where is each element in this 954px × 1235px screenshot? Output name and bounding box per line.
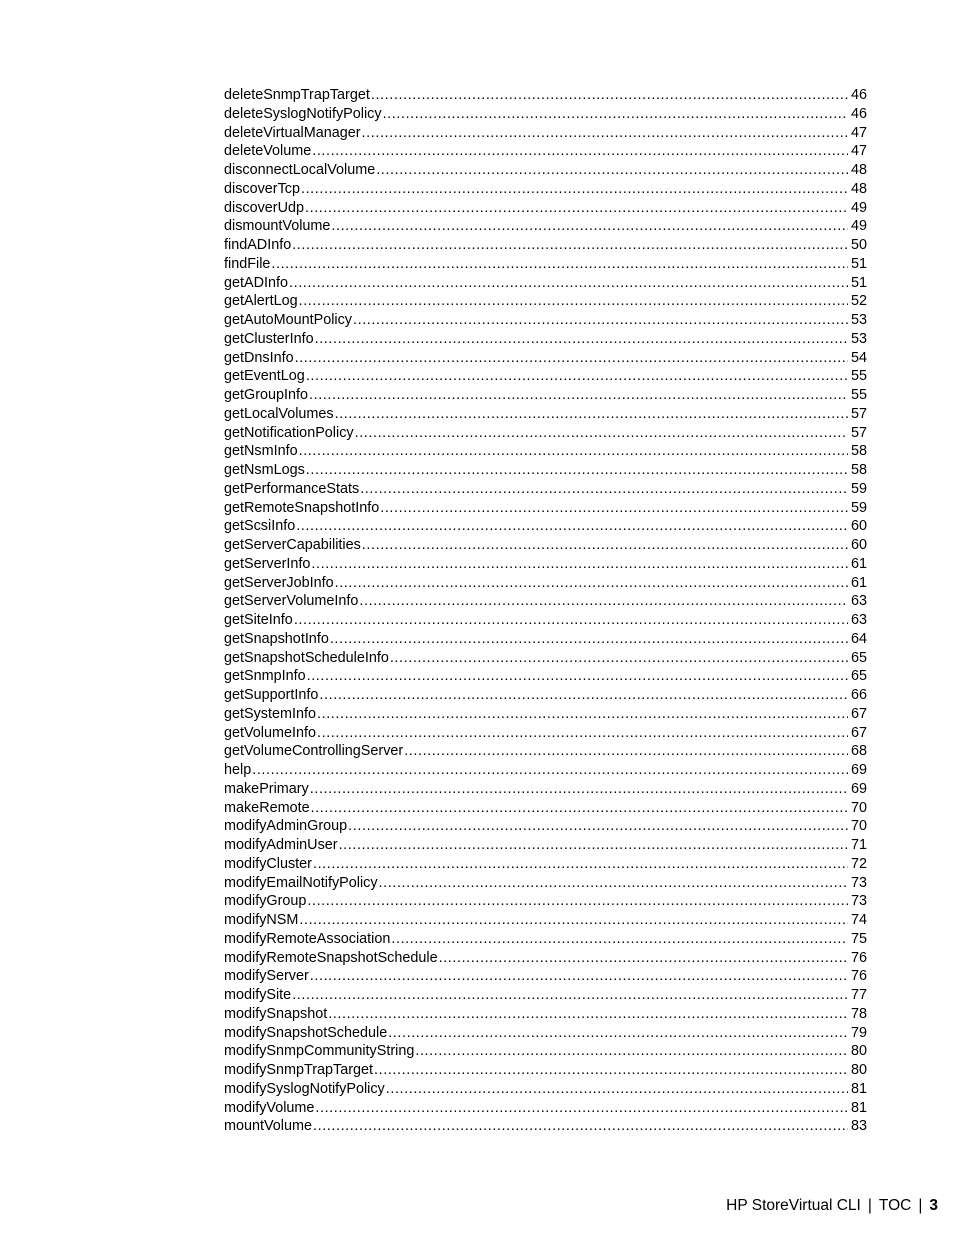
toc-leader-dots (317, 724, 848, 743)
toc-entry-title: modifySnmpCommunityString (224, 1043, 415, 1060)
toc-entry-title: help (224, 762, 252, 778)
toc-entry-title: modifyRemoteSnapshotSchedule (224, 949, 438, 966)
toc-entry[interactable] (224, 555, 867, 574)
toc-entry-page: 69 (850, 780, 867, 797)
toc-entry-page: 83 (850, 1118, 867, 1135)
toc-entry[interactable] (224, 424, 867, 443)
toc-leader-dots (310, 780, 848, 799)
toc-leader-dots (313, 855, 848, 874)
toc-leader-dots (301, 180, 848, 199)
toc-entry-page: 65 (850, 668, 867, 685)
toc-entry[interactable] (224, 199, 867, 218)
toc-entry-page: 59 (850, 480, 867, 497)
toc-entry-title: modifyCluster (224, 855, 312, 872)
toc-entry[interactable] (224, 1042, 867, 1061)
toc-entry-page: 77 (850, 987, 867, 1003)
footer-separator: | (867, 1197, 872, 1214)
toc-entry[interactable] (224, 124, 867, 143)
toc-entry-title: deleteVirtualManager (224, 124, 361, 141)
toc-leader-dots (299, 292, 848, 311)
toc-entry-title: getSupportInfo (224, 687, 319, 703)
toc-entry-page: 57 (850, 424, 867, 441)
toc-entry[interactable] (224, 517, 867, 536)
toc-entry[interactable] (224, 686, 867, 705)
toc-entry-title: getClusterInfo (224, 330, 314, 347)
toc-leader-dots (335, 405, 848, 424)
toc-entry-page: 80 (850, 1043, 867, 1060)
toc-entry[interactable] (224, 1080, 867, 1099)
toc-entry[interactable] (224, 1099, 867, 1118)
toc-leader-dots (388, 1024, 848, 1043)
toc-leader-dots (362, 124, 848, 143)
toc-entry[interactable] (224, 311, 867, 330)
toc-leader-dots (335, 574, 848, 593)
toc-entry-title: getNsmLogs (224, 462, 305, 478)
toc-entry-page: 53 (850, 312, 867, 328)
toc-entry-page: 64 (850, 630, 867, 647)
page-footer (726, 1197, 938, 1215)
toc-entry[interactable] (224, 574, 867, 593)
toc-leader-dots (355, 424, 848, 443)
toc-entry-page: 52 (850, 293, 867, 310)
toc-leader-dots (292, 236, 848, 255)
toc-entry-page: 63 (850, 612, 867, 628)
toc-leader-dots (390, 649, 848, 668)
toc-leader-dots (371, 86, 848, 105)
toc-entry-title: getGroupInfo (224, 387, 309, 403)
toc-entry-title: getADInfo (224, 274, 288, 291)
footer-section: TOC (878, 1197, 912, 1214)
toc-entry-page: 66 (850, 687, 867, 703)
toc-entry[interactable] (224, 705, 867, 724)
toc-entry-title: discoverTcp (224, 180, 300, 197)
toc-leader-dots (415, 1042, 848, 1061)
toc-entry[interactable] (224, 592, 867, 611)
toc-entry-page: 46 (850, 87, 867, 103)
toc-entry[interactable] (224, 180, 867, 199)
toc-entry-title: modifyEmailNotifyPolicy (224, 874, 378, 891)
toc-entry-title: modifyVolume (224, 1099, 315, 1116)
toc-entry-title: modifyNSM (224, 912, 299, 928)
toc-leader-dots (339, 836, 848, 855)
toc-entry-page: 80 (850, 1062, 867, 1078)
toc-entry-title: getAlertLog (224, 293, 298, 310)
toc-entry-title: modifySnapshot (224, 1005, 328, 1022)
toc-leader-dots (309, 386, 848, 405)
toc-entry[interactable] (224, 630, 867, 649)
toc-leader-dots (376, 161, 848, 180)
toc-entry-page: 70 (850, 799, 867, 816)
toc-entry-page: 58 (850, 443, 867, 460)
toc-entry[interactable] (224, 161, 867, 180)
toc-entry-title: getSnapshotScheduleInfo (224, 649, 389, 666)
toc-entry-page: 76 (850, 949, 867, 966)
toc-entry-page: 47 (850, 124, 867, 141)
toc-entry[interactable] (224, 761, 867, 780)
toc-leader-dots (271, 255, 848, 274)
toc-entry[interactable] (224, 536, 867, 555)
toc-entry-title: makePrimary (224, 780, 309, 797)
toc-entry-page: 48 (850, 162, 867, 178)
toc-entry-title: mountVolume (224, 1118, 312, 1135)
toc-entry-page: 47 (850, 143, 867, 160)
toc-leader-dots (307, 892, 848, 911)
toc-entry[interactable] (224, 330, 867, 349)
toc-entry-title: modifySyslogNotifyPolicy (224, 1080, 385, 1097)
toc-entry-page: 79 (850, 1024, 867, 1041)
toc-leader-dots (296, 517, 848, 536)
toc-leader-dots (306, 367, 848, 386)
toc-leader-dots (379, 874, 848, 893)
toc-entry-page: 51 (850, 274, 867, 291)
toc-entry[interactable] (224, 611, 867, 630)
toc-entry-title: deleteSyslogNotifyPolicy (224, 105, 382, 122)
toc-leader-dots (386, 1080, 848, 1099)
toc-entry-title: discoverUdp (224, 199, 304, 216)
toc-entry-page: 59 (850, 499, 867, 516)
toc-entry-page: 50 (850, 237, 867, 253)
toc-entry[interactable] (224, 667, 867, 686)
toc-entry[interactable] (224, 292, 867, 311)
toc-entry[interactable] (224, 1024, 867, 1043)
toc-entry-page: 69 (850, 762, 867, 778)
toc-leader-dots (311, 555, 848, 574)
toc-leader-dots (310, 967, 848, 986)
toc-entry[interactable] (224, 799, 867, 818)
toc-entry-title: modifyAdminGroup (224, 818, 348, 835)
toc-entry-page: 81 (850, 1099, 867, 1116)
toc-entry-title: getRemoteSnapshotInfo (224, 499, 380, 516)
toc-entry[interactable] (224, 349, 867, 368)
toc-entry-title: getPerformanceStats (224, 480, 360, 497)
toc-entry-page: 58 (850, 462, 867, 478)
toc-entry[interactable] (224, 817, 867, 836)
toc-entry-title: getLocalVolumes (224, 405, 334, 422)
toc-entry[interactable] (224, 1005, 867, 1024)
toc-entry-title: modifySite (224, 987, 292, 1003)
toc-entry[interactable] (224, 911, 867, 930)
toc-entry-page: 61 (850, 555, 867, 572)
toc-entry-title: findADInfo (224, 237, 292, 253)
toc-entry[interactable] (224, 386, 867, 405)
toc-entry-page: 57 (850, 405, 867, 422)
toc-entry-page: 60 (850, 537, 867, 553)
toc-entry-title: modifyAdminUser (224, 837, 338, 853)
toc-entry-title: getServerVolumeInfo (224, 593, 359, 610)
toc-entry-page: 73 (850, 893, 867, 910)
toc-leader-dots (252, 761, 848, 780)
toc-entry-page: 71 (850, 837, 867, 853)
toc-leader-dots (380, 499, 848, 518)
toc-entry-page: 68 (850, 743, 867, 760)
toc-entry-title: getNotificationPolicy (224, 424, 354, 441)
toc-entry[interactable] (224, 367, 867, 386)
toc-entry-title: getEventLog (224, 368, 305, 385)
toc-entry[interactable] (224, 986, 867, 1005)
toc-entry[interactable] (224, 236, 867, 255)
toc-entry[interactable] (224, 1117, 867, 1136)
toc-entry-title: modifyRemoteAssociation (224, 930, 391, 947)
toc-leader-dots (328, 1005, 848, 1024)
toc-entry-title: getSiteInfo (224, 612, 293, 628)
toc-entry-page: 51 (850, 255, 867, 272)
toc-entry-title: findFile (224, 255, 271, 272)
toc-entry-title: getNsmInfo (224, 443, 298, 460)
toc-entry[interactable] (224, 967, 867, 986)
toc-entry[interactable] (224, 949, 867, 968)
toc-entry-title: deleteVolume (224, 143, 312, 160)
toc-entry[interactable] (224, 499, 867, 518)
toc-leader-dots (348, 817, 848, 836)
toc-entry[interactable] (224, 142, 867, 161)
toc-leader-dots (330, 630, 848, 649)
toc-entry[interactable] (224, 724, 867, 743)
toc-entry-title: getServerInfo (224, 555, 311, 572)
toc-entry-page: 70 (850, 818, 867, 835)
toc-entry-page: 63 (850, 593, 867, 610)
toc-entry-title: getServerJobInfo (224, 574, 334, 591)
toc-entry-page: 67 (850, 724, 867, 741)
toc-entry-page: 49 (850, 218, 867, 235)
toc-leader-dots (362, 536, 848, 555)
toc-leader-dots (294, 611, 848, 630)
toc-entry-title: getVolumeControllingServer (224, 743, 404, 760)
toc-entry[interactable] (224, 255, 867, 274)
toc-leader-dots (311, 799, 848, 818)
toc-leader-dots (313, 1117, 848, 1136)
toc-leader-dots (331, 217, 848, 236)
toc-entry-page: 78 (850, 1005, 867, 1022)
toc-leader-dots (439, 949, 848, 968)
toc-leader-dots (289, 274, 848, 293)
toc-entry-title: dismountVolume (224, 218, 331, 235)
toc-leader-dots (305, 199, 848, 218)
toc-entry-title: getSnmpInfo (224, 668, 306, 685)
toc-entry-page: 72 (850, 855, 867, 872)
toc-entry[interactable] (224, 442, 867, 461)
toc-leader-dots (299, 911, 848, 930)
footer-separator: | (918, 1197, 923, 1214)
toc-entry-page: 61 (850, 574, 867, 591)
toc-entry-page: 53 (850, 330, 867, 347)
toc-entry[interactable] (224, 274, 867, 293)
toc-entry-title: modifyGroup (224, 893, 307, 910)
toc-leader-dots (317, 705, 848, 724)
toc-entry[interactable] (224, 742, 867, 761)
toc-leader-dots (299, 442, 848, 461)
toc-entry-title: disconnectLocalVolume (224, 162, 376, 178)
toc-entry-page: 48 (850, 180, 867, 197)
toc-entry-title: modifySnmpTrapTarget (224, 1062, 374, 1078)
toc-entry[interactable] (224, 874, 867, 893)
toc-entry-page: 46 (850, 105, 867, 122)
toc-entry-page: 76 (850, 968, 867, 985)
toc-entry[interactable] (224, 780, 867, 799)
toc-leader-dots (383, 105, 848, 124)
toc-entry-page: 60 (850, 518, 867, 535)
toc-entry[interactable] (224, 892, 867, 911)
toc-leader-dots (307, 667, 848, 686)
toc-entry[interactable] (224, 217, 867, 236)
toc-entry[interactable] (224, 105, 867, 124)
toc-entry-title: makeRemote (224, 799, 310, 816)
toc-entry-title: modifySnapshotSchedule (224, 1024, 388, 1041)
toc-entry-title: deleteSnmpTrapTarget (224, 87, 370, 103)
toc-leader-dots (391, 930, 848, 949)
toc-leader-dots (292, 986, 848, 1005)
toc-entry-title: getDnsInfo (224, 349, 294, 366)
toc-entry-page: 54 (850, 349, 867, 366)
toc-entry[interactable] (224, 405, 867, 424)
toc-entry-page: 55 (850, 368, 867, 385)
toc-entry[interactable] (224, 480, 867, 499)
toc-entry-page: 67 (850, 705, 867, 722)
toc-leader-dots (315, 330, 848, 349)
toc-leader-dots (353, 311, 848, 330)
toc-entry-title: getAutoMountPolicy (224, 312, 352, 328)
toc-entry-title: getServerCapabilities (224, 537, 361, 553)
toc-entry-page: 75 (850, 930, 867, 947)
toc-entry[interactable] (224, 1061, 867, 1080)
toc-entry[interactable] (224, 649, 867, 668)
toc-entry-page: 81 (850, 1080, 867, 1097)
toc-entry-page: 65 (850, 649, 867, 666)
toc-entry[interactable] (224, 461, 867, 480)
toc-entry-page: 55 (850, 387, 867, 403)
toc-leader-dots (374, 1061, 848, 1080)
toc-entry-title: getSystemInfo (224, 705, 316, 722)
toc-entry-title: getSnapshotInfo (224, 630, 329, 647)
toc-entry[interactable] (224, 86, 867, 105)
toc-entry[interactable] (224, 836, 867, 855)
toc-entry-page: 49 (850, 199, 867, 216)
toc-leader-dots (315, 1099, 848, 1118)
toc-leader-dots (360, 480, 848, 499)
toc-entry[interactable] (224, 855, 867, 874)
toc-leader-dots (306, 461, 848, 480)
footer-title: HP StoreVirtual CLI (726, 1197, 861, 1214)
toc-leader-dots (295, 349, 848, 368)
toc-entry-title: getVolumeInfo (224, 724, 317, 741)
toc-entry[interactable] (224, 930, 867, 949)
footer-page-number: 3 (929, 1197, 938, 1214)
toc-leader-dots (319, 686, 848, 705)
toc-entry-title: getScsiInfo (224, 518, 296, 535)
toc-entry-title: modifyServer (224, 968, 309, 985)
toc-leader-dots (359, 592, 848, 611)
toc-leader-dots (404, 742, 848, 761)
toc-entry-page: 73 (850, 874, 867, 891)
toc-leader-dots (312, 142, 848, 161)
toc-entry-page: 74 (850, 912, 867, 928)
toc-list (224, 86, 867, 1136)
